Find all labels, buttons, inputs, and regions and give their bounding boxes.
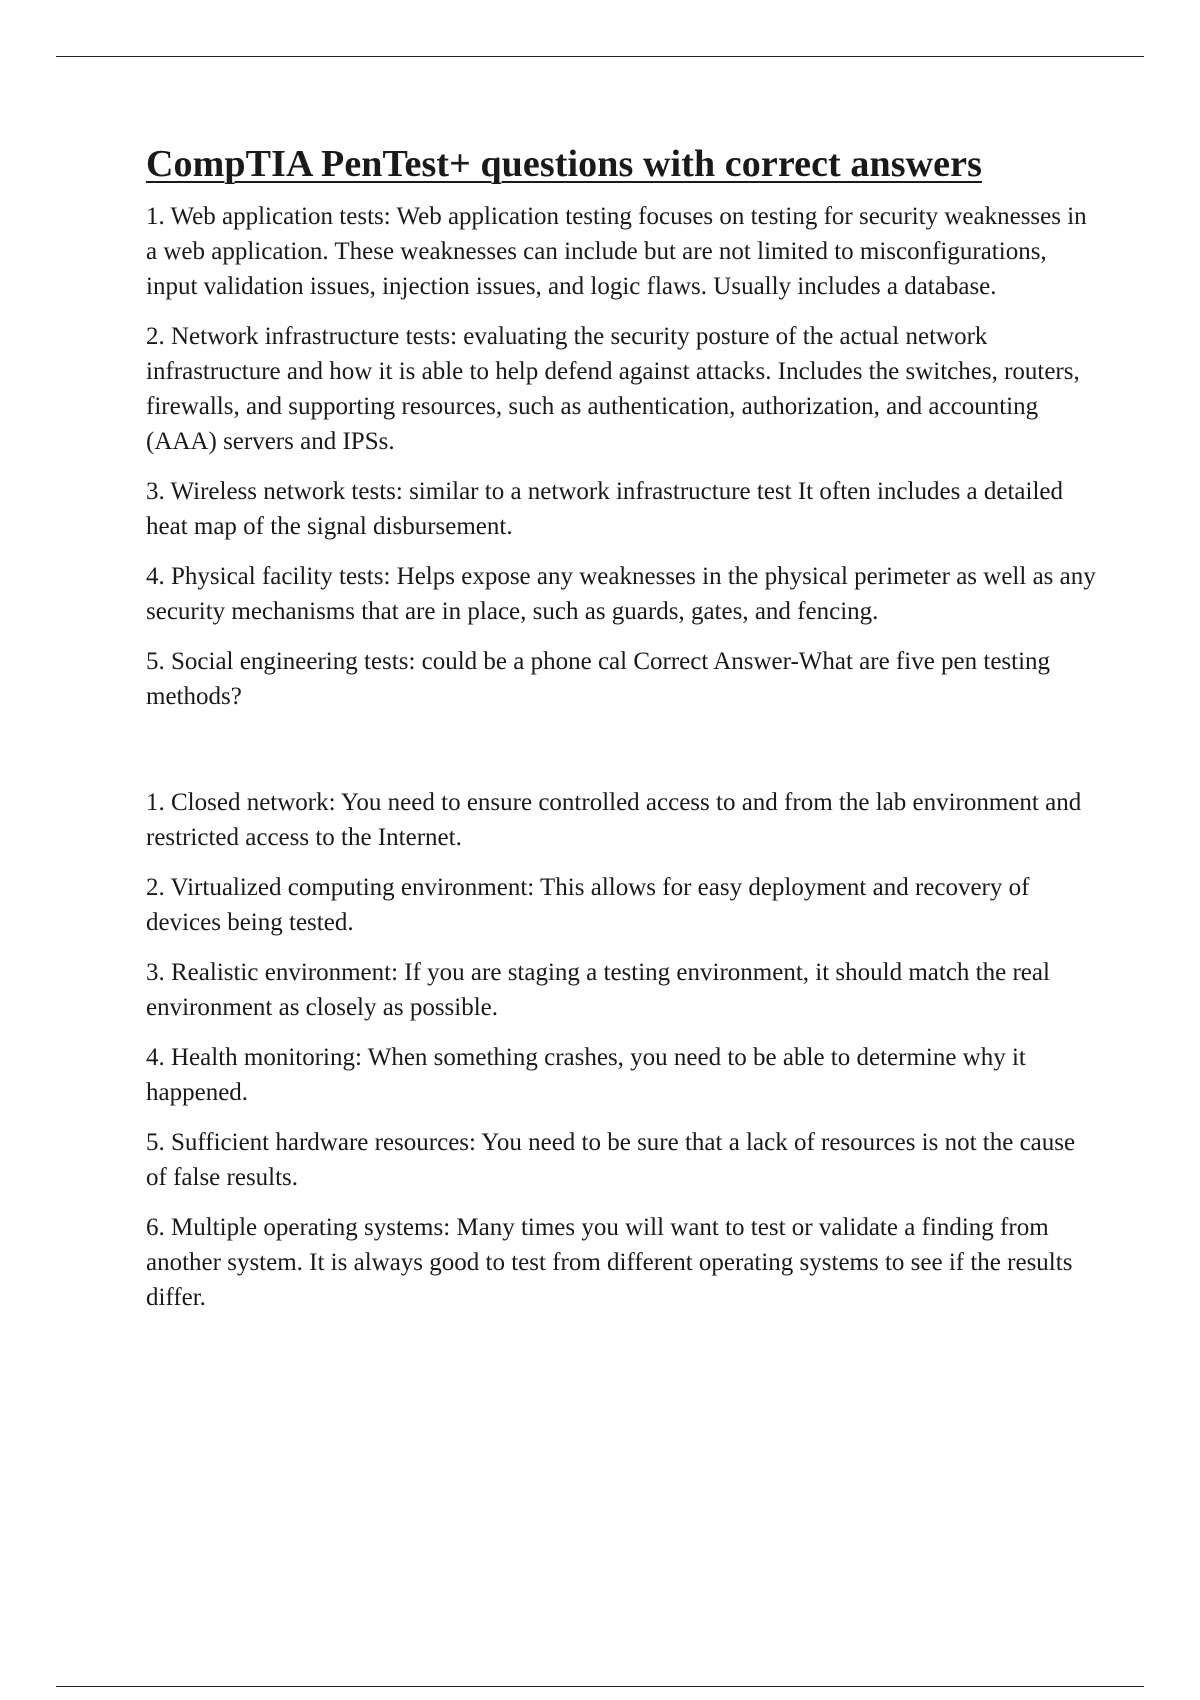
paragraph: 3. Realistic environment: If you are staging a testing environment, it should match the real environment as closely as possible. <box>146 959 1050 1022</box>
section-gap <box>146 729 1096 785</box>
document-body <box>146 140 1096 1330</box>
paragraph: 1. Web application tests: Web application testing focuses on testing for security weaknesses in a web application. These weaknesses can include but are not limited to misconfigurations, input validation issues, injection issues, and logic flaws. Usually includes a database. <box>146 203 1087 301</box>
document-title: CompTIA PenTest+ questions with correct answers <box>146 143 982 185</box>
pen-testing-methods-section <box>146 199 1096 714</box>
paragraph: 5. Social engineering tests: could be a phone cal Correct Answer-What are five pen testing methods? <box>146 648 1051 711</box>
paragraph: 5. Sufficient hardware resources: You need to be sure that a lack of resources is not the cause of false results. <box>146 1129 1076 1192</box>
paragraph: 2. Network infrastructure tests: evaluating the security posture of the actual network infrastructure and how it is able to help defend against attacks. Includes the switches, routers, firewalls, and supporting resources, such as authentication, authorization, and accounting (AAA) servers and IPSs. <box>146 323 1080 456</box>
paragraph: 4. Health monitoring: When something crashes, you need to be able to determine why it happened. <box>146 1044 1026 1107</box>
paragraph: 3. Wireless network tests: similar to a network infrastructure test It often includes a detailed heat map of the signal disbursement. <box>146 478 1064 541</box>
paragraph: 2. Virtualized computing environment: This allows for easy deployment and recovery of devices being tested. <box>146 874 1030 937</box>
paragraph: 1. Closed network: You need to ensure controlled access to and from the lab environment and restricted access to the Internet. <box>146 789 1082 852</box>
paragraph: 4. Physical facility tests: Helps expose any weaknesses in the physical perimeter as well as any security mechanisms that are in place, such as guards, gates, and fencing. <box>146 563 1096 626</box>
footer-rule <box>56 1686 1144 1687</box>
header-rule <box>56 56 1144 57</box>
paragraph: 6. Multiple operating systems: Many times you will want to test or validate a finding from another system. It is always good to test from different operating systems to see if the results differ. <box>146 1214 1073 1312</box>
lab-environment-section <box>146 785 1096 1315</box>
